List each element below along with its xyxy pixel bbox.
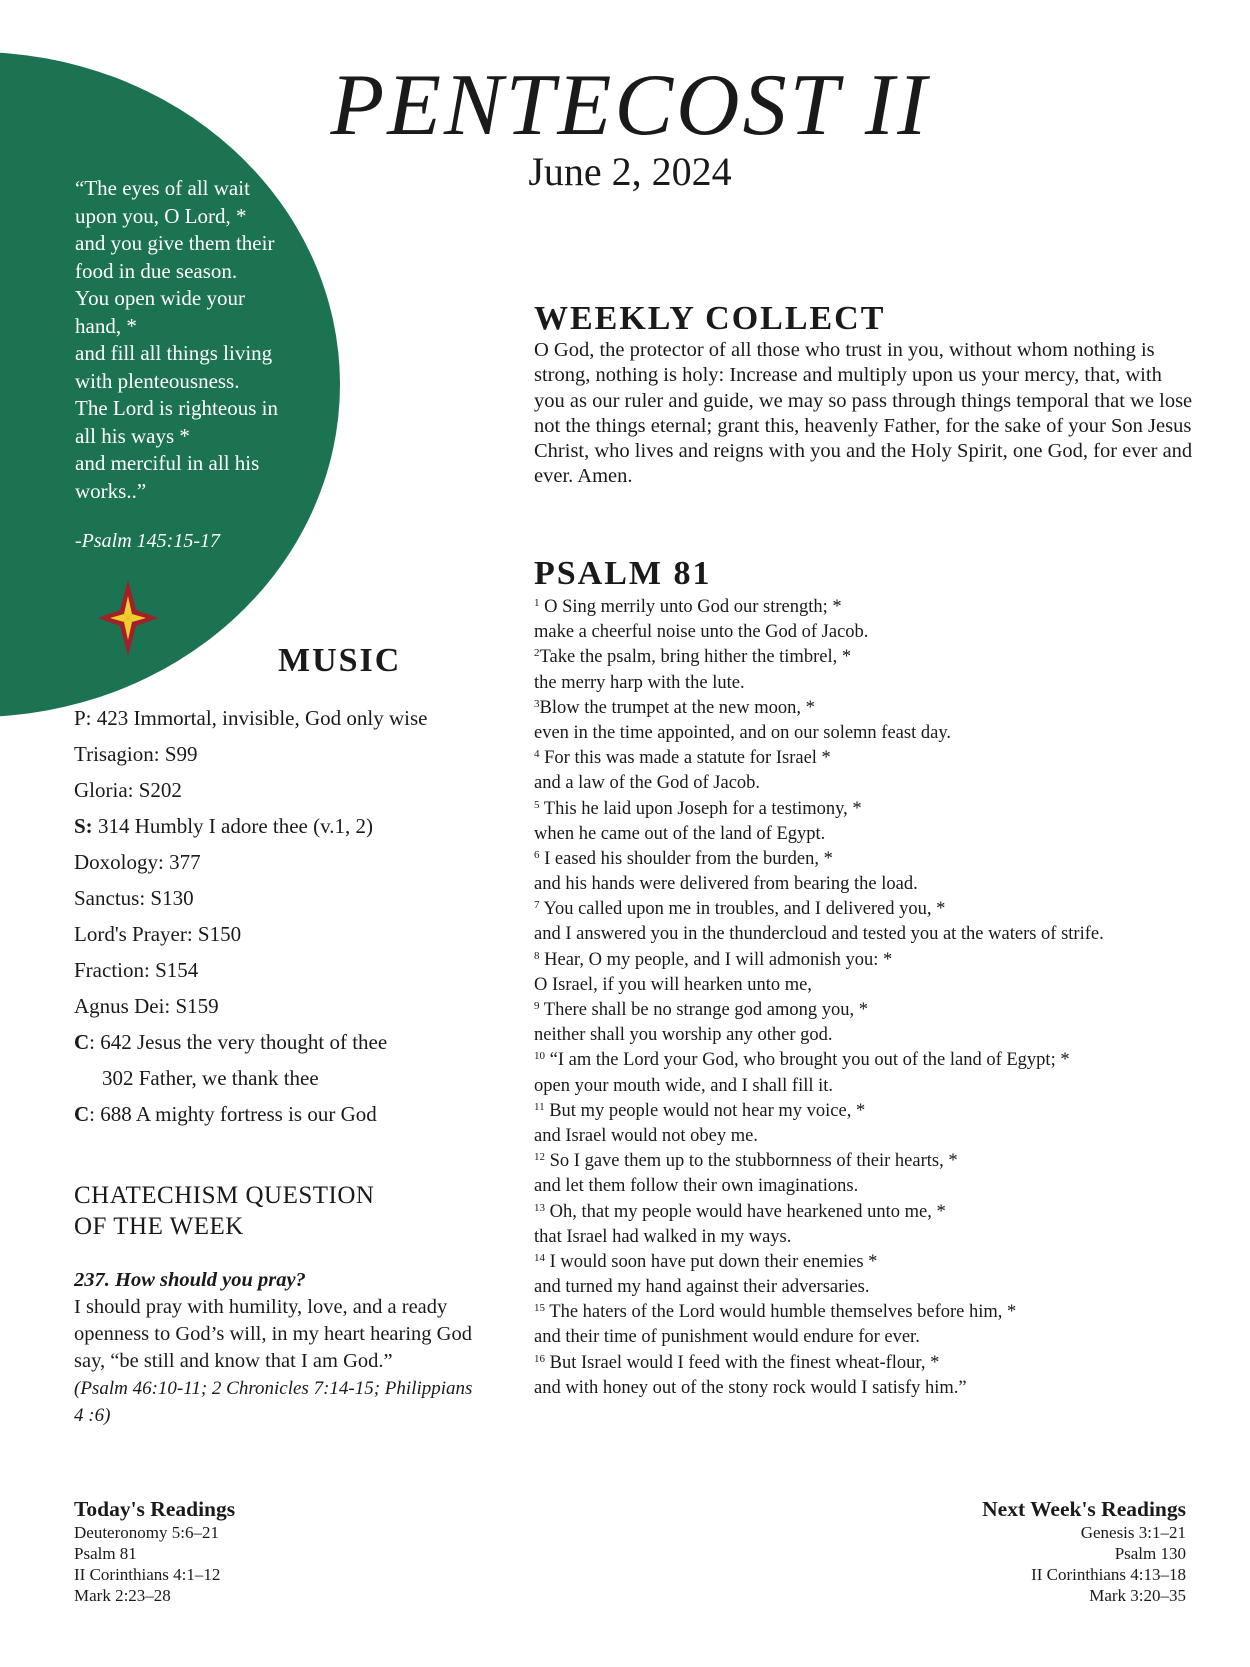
music-item	[74, 736, 427, 772]
collect-text: O God, the protector of all those who trust in you, without whom nothing is strong, nothing is holy: Increase and multiply upon us your mercy, that, with you as our ruler and guide, we may so pass through things temporal that we lose not the things eternal; grant this, heavenly Father, for the sake of your Son Jesus Christ, who lives and reigns with you and the Holy Spirit, one God, for ever and ever. Amen.	[534, 339, 1193, 488]
psalm-line-text: and Israel would not obey me.	[534, 1125, 758, 1146]
psalm-line-text: and their time of punishment would endure for ever.	[534, 1327, 920, 1348]
psalm-line	[534, 1048, 1174, 1073]
todays-readings	[74, 1496, 235, 1606]
music-item	[74, 916, 427, 952]
psalm-line	[534, 696, 1174, 721]
psalm-line-text: There shall be no strange god among you, *	[539, 1000, 868, 1020]
verse-number: 12	[534, 1151, 545, 1164]
music-item-service-label: C	[74, 1102, 90, 1126]
quote-line: all his ways *	[75, 423, 190, 448]
catechism-heading-line2: OF THE WEEK	[74, 1213, 244, 1240]
todays-readings-title: Today's Readings	[74, 1497, 236, 1521]
psalm-line-text: Take the psalm, bring hither the timbrel, *	[539, 647, 852, 668]
catechism-question: 237. How should you pray?	[74, 1269, 306, 1291]
psalm-line-text: The haters of the Lord would humble themselves before him, *	[545, 1302, 1017, 1323]
psalm-line-text: neither shall you worship any other god.	[534, 1025, 833, 1046]
quote-line: and you give them their	[75, 231, 275, 255]
music-item	[74, 880, 427, 916]
psalm-line	[534, 1351, 1174, 1376]
verse-number: 2	[534, 647, 540, 660]
quote-line: works..”	[75, 478, 147, 503]
psalm-line	[534, 897, 1174, 922]
music-item	[74, 808, 427, 844]
psalm-line	[534, 973, 1174, 998]
quote-line: The Lord is righteous in	[75, 396, 278, 420]
psalm-heading: PSALM 81	[534, 555, 712, 592]
music-item-text: 302 Father, we thank thee	[102, 1066, 319, 1090]
next-weeks-readings	[982, 1496, 1186, 1606]
catechism-references: (Psalm 46:10-11; 2 Chronicles 7:14-15; Philippians 4 :6)	[74, 1378, 473, 1426]
music-item-service-label: S:	[74, 814, 93, 838]
music-item	[74, 772, 427, 808]
music-item-text: Lord's Prayer: S150	[74, 922, 242, 946]
psalm-line-text: even in the time appointed, and on our solemn feast day.	[534, 722, 951, 743]
psalm-line-text: and let them follow their own imaginations.	[534, 1176, 859, 1197]
psalm-line	[534, 1074, 1174, 1099]
psalm-line-text: I eased his shoulder from the burden, *	[539, 848, 833, 869]
psalm-line	[534, 847, 1174, 872]
reading-item: Psalm 81	[74, 1544, 137, 1563]
verse-number: 9	[534, 1000, 540, 1012]
psalm-line	[534, 1376, 1174, 1401]
psalm-line	[534, 822, 1174, 847]
psalm-line	[534, 1275, 1174, 1300]
psalm-line	[534, 1174, 1174, 1199]
music-item	[74, 844, 427, 880]
music-item-text: P: 423 Immortal, invisible, God only wise	[74, 706, 428, 730]
psalm-line	[534, 746, 1174, 771]
psalm-line-text: open your mouth wide, and I shall fill it.	[534, 1075, 834, 1096]
psalm-line	[534, 1325, 1174, 1350]
reading-item: Psalm 130	[1114, 1544, 1186, 1563]
verse-number: 3	[534, 697, 540, 710]
psalm-line-text: Hear, O my people, and I will admonish you: *	[539, 949, 893, 970]
quote-reference: -Psalm 145:15-17	[75, 530, 220, 552]
psalm-line	[534, 671, 1174, 696]
psalm-line	[534, 1250, 1174, 1275]
psalm-line-text: But my people would not hear my voice, *	[544, 1100, 866, 1121]
psalm-line	[534, 1149, 1174, 1174]
music-item	[74, 700, 427, 736]
psalm-line-text: make a cheerful noise unto the God of Jacob.	[534, 622, 869, 643]
verse-number: 4	[534, 748, 540, 761]
psalm-line	[534, 595, 1174, 620]
psalm-line-text: O Israel, if you will hearken unto me,	[534, 974, 812, 995]
psalm-text	[534, 595, 1174, 1401]
music-heading: MUSIC	[278, 642, 402, 679]
music-item-text: Fraction: S154	[74, 958, 199, 982]
quote-line: “The eyes of all wait	[75, 176, 250, 200]
compass-cross-icon	[96, 578, 160, 658]
psalm-line-text: and I answered you in the thundercloud and tested you at the waters of strife.	[534, 924, 1104, 945]
psalm-line	[534, 620, 1174, 645]
psalm-line-text: O Sing merrily unto God our strength; *	[539, 597, 842, 617]
verse-number: 13	[534, 1201, 545, 1214]
psalm-line	[534, 797, 1174, 822]
music-item-text: Doxology: 377	[74, 850, 201, 874]
music-item-text: : 688 A mighty fortress is our God	[89, 1102, 377, 1126]
psalm-line-text: So I gave them up to the stubbornness of their hearts, *	[545, 1151, 958, 1172]
page-title: PENTECOST II	[330, 57, 930, 154]
collect-heading: WEEKLY COLLECT	[534, 300, 886, 337]
reading-item: Deuteronomy 5:6–21	[74, 1523, 219, 1542]
psalm-line-text: This he laid upon Joseph for a testimony, *	[539, 798, 862, 819]
quote-line: You open wide your	[75, 286, 245, 310]
quote-line: and merciful in all his	[75, 451, 260, 475]
verse-number: 6	[534, 848, 540, 861]
music-item-text: : 642 Jesus the very thought of thee	[89, 1030, 388, 1054]
sidebar-quote	[75, 175, 305, 505]
psalm-line-text: the merry harp with the lute.	[534, 672, 745, 693]
quote-line: with plenteousness.	[75, 368, 240, 393]
verse-number: 16	[534, 1352, 545, 1365]
music-list	[74, 700, 427, 1132]
music-item	[74, 1060, 427, 1096]
psalm-line-text: when he came out of the land of Egypt.	[534, 823, 826, 844]
psalm-line-text: and turned my hand against their adversaries.	[534, 1277, 870, 1298]
psalm-line	[534, 922, 1174, 947]
psalm-line	[534, 1300, 1174, 1325]
music-item	[74, 1096, 427, 1132]
quote-line: upon you, O Lord, *	[75, 203, 247, 228]
psalm-line	[534, 1023, 1174, 1048]
psalm-line-text: For this was made a statute for Israel *	[539, 748, 831, 769]
quote-line: hand, *	[75, 313, 137, 338]
music-item	[74, 988, 427, 1024]
reading-item: Genesis 3:1–21	[1080, 1523, 1186, 1542]
psalm-line-text: that Israel had walked in my ways.	[534, 1226, 792, 1247]
verse-number: 14	[534, 1251, 545, 1264]
next-weeks-readings-title: Next Week's Readings	[982, 1497, 1186, 1521]
header	[270, 57, 990, 194]
psalm-line-text: But Israel would I feed with the finest wheat-flour, *	[545, 1352, 940, 1373]
quote-line: food in due season.	[75, 258, 238, 283]
reading-item: II Corinthians 4:13–18	[1031, 1565, 1186, 1584]
psalm-line-text: and his hands were delivered from bearing the load.	[534, 874, 918, 895]
catechism-answer: I should pray with humility, love, and a ready openness to God’s will, in my heart hearing God say, “be still and know that I am God.”	[74, 1296, 472, 1372]
music-item-text: Sanctus: S130	[74, 886, 194, 910]
psalm-line-text: “I am the Lord your God, who brought you out of the land of Egypt; *	[545, 1050, 1070, 1071]
psalm-line-text: I would soon have put down their enemies *	[545, 1251, 878, 1272]
music-item-service-label: C	[74, 1030, 90, 1054]
psalm-line-text: and a law of the God of Jacob.	[534, 773, 761, 794]
catechism-body	[74, 1267, 479, 1429]
psalm-line-text: You called upon me in troubles, and I delivered you, *	[539, 899, 946, 920]
psalm-line	[534, 998, 1174, 1023]
verse-number: 8	[534, 949, 540, 962]
psalm-line	[534, 721, 1174, 746]
verse-number: 5	[534, 798, 540, 811]
psalm-line	[534, 872, 1174, 897]
music-item-text: Gloria: S202	[74, 778, 182, 802]
music-item-text: Agnus Dei: S159	[74, 994, 219, 1018]
reading-item: Mark 2:23–28	[74, 1586, 171, 1605]
catechism-heading-line1: CHATECHISM QUESTION	[74, 1182, 375, 1209]
quote-line: and fill all things living	[75, 341, 273, 365]
psalm-line-text: and with honey out of the stony rock would I satisfy him.”	[534, 1377, 967, 1398]
psalm-line	[534, 645, 1174, 670]
reading-item: Mark 3:20–35	[1089, 1586, 1186, 1605]
music-item	[74, 952, 427, 988]
psalm-line	[534, 1099, 1174, 1124]
verse-number: 7	[534, 899, 540, 912]
psalm-line	[534, 1124, 1174, 1149]
psalm-line-text: Oh, that my people would have hearkened unto me, *	[545, 1201, 946, 1222]
verse-number: 15	[534, 1302, 545, 1315]
reading-item: II Corinthians 4:1–12	[74, 1565, 221, 1584]
psalm-line	[534, 1200, 1174, 1225]
catechism-heading	[74, 1180, 374, 1242]
verse-number: 11	[534, 1100, 545, 1113]
verse-number: 10	[534, 1050, 545, 1063]
psalm-line	[534, 771, 1174, 796]
verse-number: 1	[534, 597, 540, 609]
psalm-line-text: Blow the trumpet at the new moon, *	[539, 697, 815, 718]
service-date: June 2, 2024	[528, 149, 732, 194]
psalm-line	[534, 948, 1174, 973]
psalm-line	[534, 1225, 1174, 1250]
music-item	[74, 1024, 427, 1060]
music-item-text: 314 Humbly I adore thee (v.1, 2)	[92, 814, 373, 838]
music-item-text: Trisagion: S99	[74, 742, 198, 766]
